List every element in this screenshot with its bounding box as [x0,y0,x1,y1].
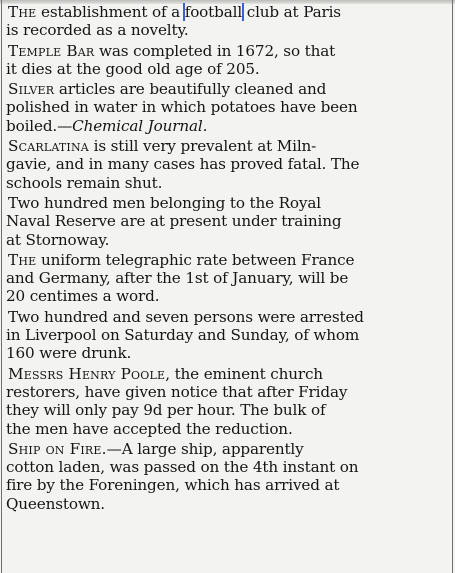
text-line [6,308,450,326]
news-paragraph [6,3,450,40]
news-paragraph [6,251,450,306]
text-run: Queenstown. [6,494,105,513]
news-paragraph [6,137,450,192]
text-run: Messrs Henry Poole [8,364,166,383]
text-run: Two hundred men belonging to the Royal [8,193,321,212]
text-line [6,383,450,401]
text-run: fire by the Foreningen, which has arrived at [6,476,340,495]
text-run: gavie, and in many cases has proved fatal. The [6,155,360,174]
news-paragraph [6,365,450,438]
text-line [6,137,450,155]
text-line [6,440,450,458]
text-run: schools remain shut. [6,173,163,192]
text-run: establishment of a [36,3,185,21]
text-run: The [8,3,37,21]
text-run: 160 were drunk. [6,344,132,363]
news-paragraph [6,440,450,513]
news-paragraph [6,42,450,79]
text-run: Naval Reserve are at present under training [6,212,342,231]
text-run: 20 centimes a word. [6,287,160,306]
text-line [6,476,450,494]
news-paragraph [6,80,450,135]
text-line [6,174,450,192]
text-run: and Germany, after the 1st of January, will be [6,269,349,288]
news-column [6,3,450,515]
text-line [6,60,450,78]
text-run: cotton laden, was passed on the 4th instant on [6,458,359,477]
text-line [6,365,450,383]
text-run: in Liverpool on Saturday and Sunday, of whom [6,326,360,345]
text-line [6,495,450,513]
text-run: Temple Bar [8,41,95,60]
text-line [6,269,450,287]
text-line [6,344,450,362]
text-run: is still very prevalent at Miln- [88,137,317,156]
text-line [6,212,450,230]
column-rule-right [452,0,453,573]
text-line [6,326,450,344]
text-line [6,420,450,438]
text-run: polished in water in which potatoes have been [6,98,358,117]
text-line [6,21,450,39]
text-run: they will only pay 9d per hour. The bulk of [6,401,326,420]
text-run: Scarlatina [8,137,89,156]
text-run: the men have accepted the reduction. [6,419,293,438]
text-run: restorers, have given notice that after Friday [6,382,348,401]
text-line [6,401,450,419]
text-run: club at Paris [242,3,341,21]
text-run: at Stornoway. [6,230,110,249]
text-run: The [8,250,37,269]
text-line [6,3,450,21]
highlighted-term[interactable]: football [184,3,243,21]
text-line [6,155,450,173]
text-line [6,98,450,116]
text-run: boiled.— [6,116,73,135]
text-line [6,42,450,60]
text-line [6,194,450,212]
text-run: was completed in 1672, so that [94,41,336,60]
text-run: it dies at the good old age of 205. [6,59,260,78]
text-line [6,80,450,98]
text-run: uniform telegraphic rate between France [36,250,355,269]
text-line [6,287,450,305]
text-run: articles are beautifully cleaned and [54,80,327,99]
text-run: Chemical Journal. [72,116,208,135]
news-paragraph [6,194,450,249]
text-line [6,231,450,249]
text-line [6,117,450,135]
text-line [6,251,450,269]
text-run: is recorded as a novelty. [6,21,189,40]
text-line [6,458,450,476]
column-rule-left [1,0,2,573]
text-run: —A large ship, apparently [106,439,304,458]
text-run: Two hundred and seven persons were arrested [8,307,364,326]
text-run: Ship on Fire. [8,439,107,458]
text-run: , the eminent church [165,364,323,383]
news-paragraph [6,308,450,363]
text-run: Silver [8,80,55,99]
